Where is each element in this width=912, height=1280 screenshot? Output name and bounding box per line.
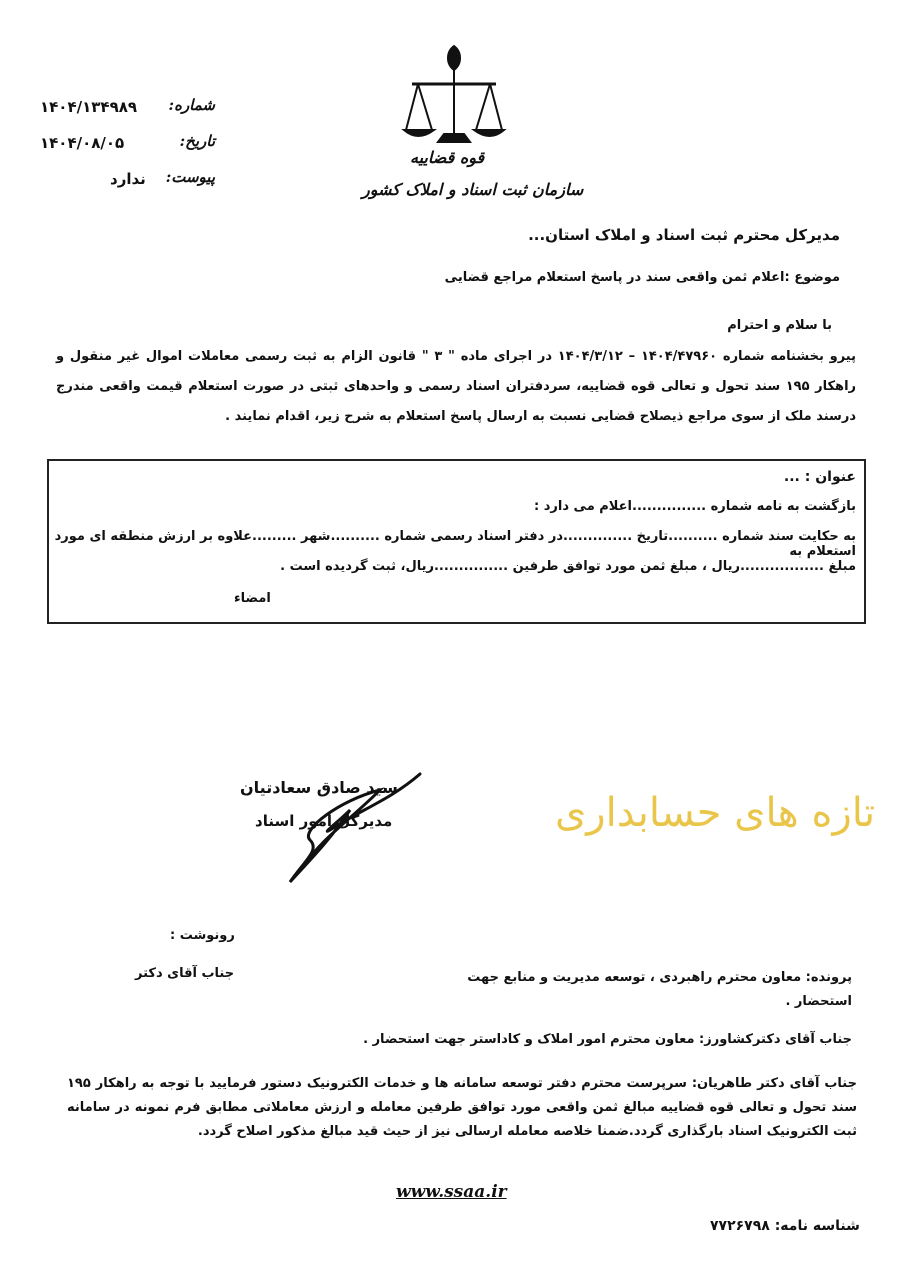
watermark-text: تازه های حسابداری [555,790,876,836]
recipient: مدیرکل محترم ثبت اسناد و املاک استان... [528,226,840,244]
letter-date-label: تاریخ: [179,132,215,150]
letter-number-value: ۱۴۰۴/۱۳۴۹۸۹ [40,98,138,116]
letter-id-value: ۷۷۲۶۷۹۸ [710,1218,770,1234]
body-paragraph: پیرو بخشنامه شماره ۱۴۰۴/۴۷۹۶۰ – ۱۴۰۴/۳/۱۲ در اجرای ماده " ۳ " قانون الزام به ثبت رسمی معاملات اموال غیر منقول و راهکار ۱۹۵ سند تحول و تعالی قوه قضاییه، سردفتران اسناد رسمی و واحدهای ثبتی در صورت استعلام قیمت واقعی مندرج درسند ملک از سوی مراجع ذیصلاح قضایی نسبت به ارسال پاسخ استعلام به شرح زیر، اقدام نمایند . [56,349,857,424]
signatory-name: سید صادق سعادتیان [240,778,398,797]
org-judiciary: قوه قضاییه [410,148,485,167]
copy-item-1b: استحضار . [785,994,852,1009]
form-line-3: مبلغ .................ریال ، مبلغ ثمن مورد توافق طرفین ...............ریال، ثبت گردیده است . [280,559,856,574]
subject: موضوع :اعلام ثمن واقعی سند در پاسخ استعلام مراجع قضایی [444,270,840,285]
copy-item-1a: پرونده: معاون محترم راهبردی ، توسعه مدیریت و منابع جهت [467,970,852,985]
copy-item-2: جناب آقای دکترکشاورز: معاون محترم امور املاک و کاداستر جهت استحضار . [363,1032,852,1047]
letter-id [710,1218,860,1234]
greeting: با سلام و احترام [727,318,832,333]
letter-date-value: ۱۴۰۴/۰۸/۰۵ [40,134,125,152]
attachment-value: ندارد [110,170,146,188]
response-form-box [47,459,866,624]
copy-item-3: جناب آقای دکتر طاهریان: سرپرست محترم دفتر توسعه سامانه ها و خدمات الکترونیک دستور فرمایید با توجه به راهکار ۱۹۵ سند تحول و تعالی قوه قضاییه مبالغ ثمن واقعی مورد توافق طرفین معامله و ارزش معاملاتی مطابق فرم نمونه در سامانه ثبت الکترونیک اسناد بارگذاری گردد.ضمنا خلاصه معامله ارسالی نیز از حیث قید مبالغ مذکور اصلاح گردد. [67,1076,857,1139]
org-registration: سازمان ثبت اسناد و املاک کشور [362,180,584,199]
copies-doctor: جناب آقای دکتر [135,966,235,981]
copies-label: رونوشت : [170,928,235,943]
letter-number-label: شماره: [168,96,215,114]
form-line-1: بازگشت به نامه شماره ...............اعلام می دارد : [534,499,856,514]
attachment-label: پیوست: [165,168,215,186]
judiciary-emblem-icon [398,38,510,148]
form-title: عنوان : ... [783,469,856,485]
letter-number [40,96,215,122]
form-line-2: به حکایت سند شماره ..........تاریخ ..............در دفتر اسناد رسمی شماره ..........شهر .........علاوه بر ارزش منطقه ای مورد استعلام به [54,529,856,559]
form-signature-label: امضاء [234,591,271,606]
letter-id-label: شناسه نامه: [774,1218,860,1234]
website-link[interactable]: www.ssaa.ir [396,1182,507,1202]
signatory-title: مدیرکل امور اسناد [255,812,393,830]
letter-attachment [40,168,215,194]
letter-date [40,132,215,158]
